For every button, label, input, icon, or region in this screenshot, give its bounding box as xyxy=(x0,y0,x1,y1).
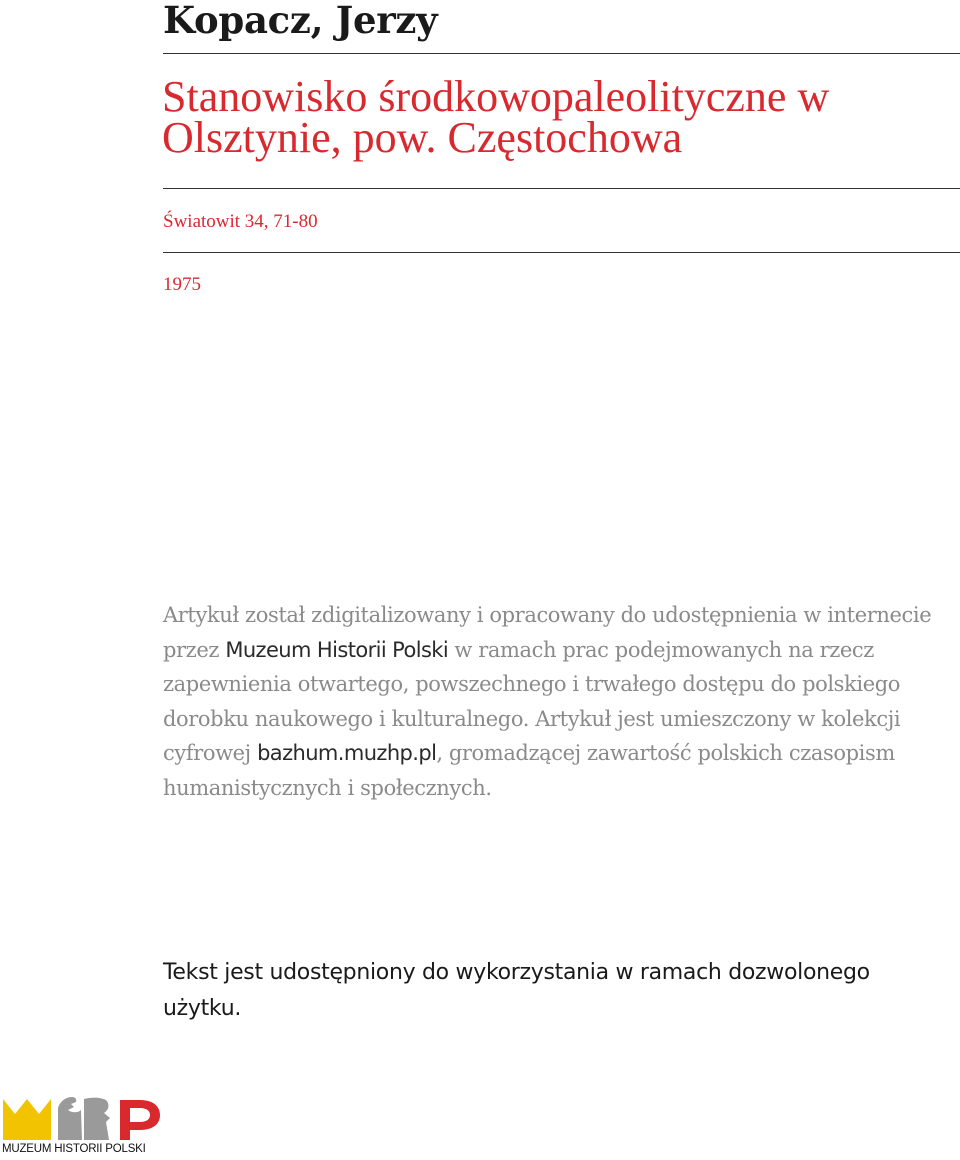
notice-text-2: w ramach prac podejmowanych na rzecz zapewnienia otwartego, powszechnego i trwałego dostępu do polskiego dorobku naukowego i kulturalnego. Artykuł jest umieszczony w kolekcji cyfrowej xyxy=(163,637,901,765)
divider-source xyxy=(163,252,960,253)
museum-logo-mark xyxy=(2,1094,164,1144)
article-title: Stanowisko środkowopaleolityczne w Olsztynie, pow. Częstochowa xyxy=(162,72,830,162)
digitization-notice xyxy=(163,598,953,805)
divider-title xyxy=(163,188,960,189)
museum-logo xyxy=(2,1094,164,1158)
logo-h-shape xyxy=(58,1097,110,1140)
author-name: Kopacz, Jerzy xyxy=(163,0,438,42)
institution-link[interactable]: Muzeum Historii Polski xyxy=(225,637,449,662)
license-notice: Tekst jest udostępniony do wykorzystania w ramach dozwolonego użytku. xyxy=(163,960,870,1021)
journal-source: Światowit 34, 71-80 xyxy=(163,211,318,232)
notice-text-3: , gromadzącej zawartość polskich czasopism humanistycznych i społecznych. xyxy=(163,741,895,800)
logo-p-shape xyxy=(120,1100,160,1140)
divider-top xyxy=(163,53,960,54)
publication-year: 1975 xyxy=(163,274,201,295)
bazhum-link[interactable]: bazhum.muzhp.pl xyxy=(257,741,437,765)
notice-text-1: Artykuł został zdigitalizowany i opracowany do udostępnienia w internecie przez xyxy=(163,603,932,662)
logo-m-shape xyxy=(3,1099,51,1140)
logo-text: MUZEUM HISTORII POLSKI xyxy=(2,1143,146,1155)
